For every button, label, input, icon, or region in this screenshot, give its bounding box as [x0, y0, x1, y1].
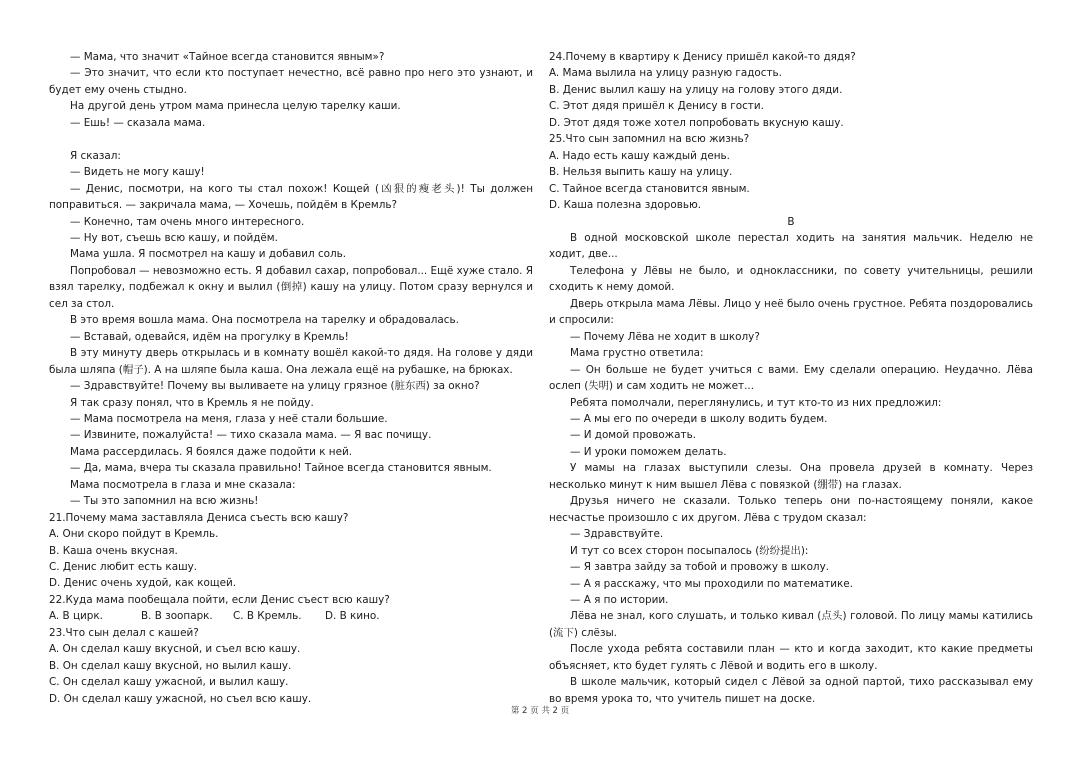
- q25-option-c: C. Тайное всегда становится явным.: [549, 182, 750, 195]
- question-23: 23.Что сын делал с кашей?: [49, 626, 199, 639]
- q24-option-a: A. Мама вылила на улицу разную гадость.: [549, 67, 782, 80]
- blank-line: [49, 131, 533, 147]
- left-column: [49, 49, 533, 707]
- question-24: 24.Почему в квартиру к Денису пришёл какой-то дядя?: [549, 51, 856, 63]
- q23-option-b: B. Он сделал кашу вкусной, но вылил кашу.: [49, 659, 292, 672]
- q21-option-b: B. Каша очень вкусная.: [49, 544, 178, 557]
- story-line: — Мама, что значит «Тайное всегда становится явным»?: [70, 51, 385, 63]
- question-25: 25.Что сын запомнил на всю жизнь?: [549, 133, 750, 146]
- question-22: 22.Куда мама пообещала пойти, если Денис съест всю кашу?: [49, 593, 390, 606]
- story-line: — Денис, посмотри, на кого ты стал похож! Кощей (凶狠的瘦老头)! Ты должен поправиться. — закричала мама, — Хочешь, пойдём в Кремль?: [49, 182, 533, 212]
- q21-option-d: D. Денис очень худой, как кощей.: [49, 577, 237, 590]
- story-line: Я так сразу понял, что в Кремль я не пойду.: [70, 396, 314, 409]
- story-line: В эту минуту дверь открылась и в комнату вошёл какой-то дядя. На голове у дяди была шляпа (帽子). А на шляпе была каша. Она лежала ещё на рубашке, на брюках.: [49, 347, 533, 376]
- section-b-paragraph: — Здравствуйте.: [570, 528, 664, 541]
- q22-option-d: D. В кино.: [325, 610, 380, 623]
- q25-option-d: D. Каша полезна здоровью.: [549, 199, 702, 212]
- story-line: — Ну вот, съешь всю кашу, и пойдём.: [70, 231, 278, 244]
- section-b-paragraph: — Почему Лёва не ходит в школу?: [570, 330, 760, 343]
- story-line: — Конечно, там очень много интересного.: [70, 215, 305, 228]
- q22-options: [49, 608, 533, 624]
- q24-option-b: B. Денис вылил кашу на улицу на голову этого дяди.: [549, 83, 843, 96]
- page-number-footer: 第 2 页 共 2 页: [510, 706, 570, 716]
- section-b-paragraph: И тут со всех сторон посыпалось (纷纷提出):: [570, 544, 809, 557]
- q23-option-c: C. Он сделал кашу ужасной, и вылил кашу.: [49, 676, 289, 689]
- section-b-heading: B: [787, 215, 795, 228]
- q23-option-a: A. Он сделал кашу вкусной, и съел всю кашу.: [49, 643, 301, 656]
- section-b-paragraph: Телефона у Лёвы не было, и одноклассники, по совету учительницы, решили сходить к нему домой.: [549, 264, 1033, 294]
- q22-option-a: A. В цирк.: [49, 610, 103, 623]
- story-line: — Видеть не могу кашу!: [70, 166, 205, 179]
- section-b-paragraph: Ребята помолчали, переглянулись, и тут кто-то из них предложил:: [570, 396, 942, 409]
- q22-option-c: C. В Кремль.: [233, 610, 302, 623]
- story-line: — Извините, пожалуйста! — тихо сказала мама. — Я вас почищу.: [70, 429, 432, 442]
- q24-option-c: C. Этот дядя пришёл к Денису в гости.: [549, 100, 764, 113]
- section-b-paragraph: В одной московской школе перестал ходить на занятия мальчик. Неделю не ходит, две...: [549, 231, 1033, 261]
- section-b-paragraph: — И домой провожать.: [570, 429, 696, 442]
- story-line: На другой день утром мама принесла целую тарелку каши.: [70, 100, 401, 113]
- story-line: — Мама посмотрела на меня, глаза у неё стали большие.: [70, 412, 388, 425]
- section-b-paragraph: Дверь открыла мама Лёвы. Лицо у неё было очень грустное. Ребята поздоровались и спросили:: [549, 297, 1034, 327]
- section-b-paragraph: Мама грустно ответила:: [570, 347, 704, 360]
- story-line: — Это значит, что если кто поступает нечестно, всё равно про него это узнают, и будет ему очень стыдно.: [49, 67, 533, 96]
- story-line: Мама посмотрела в глаза и мне сказала:: [70, 478, 296, 491]
- q24-option-d: D. Этот дядя тоже хотел попробовать вкусную кашу.: [549, 116, 844, 129]
- story-line: Мама ушла. Я посмотрел на кашу и добавил соль.: [70, 248, 347, 261]
- story-line: В это время вошла мама. Она посмотрела на тарелку и обрадовалась.: [70, 314, 459, 327]
- section-b-paragraph: После ухода ребята составили план — кто и когда заходит, кто какие предметы объясняет, кто будет гулять с Лёвой и водить его в школу.: [549, 643, 1033, 672]
- section-b-paragraph: — Он больше не будет учиться с вами. Ему сделали операцию. Неудачно. Лёва ослеп (失明) и сам ходить не может...: [549, 363, 1033, 393]
- story-line: Попробовал — невозможно есть. Я добавил сахар, попробовал... Ещё хуже стало. Я взял тарелку, подбежал к окну и вылил (倒掉) кашу на улицу. Потом сразу вернулся и сел за стол.: [49, 264, 533, 310]
- section-b-paragraph: — А я расскажу, что мы проходили по математике.: [570, 577, 853, 590]
- section-b-paragraph: — А я по истории.: [570, 593, 669, 606]
- q22-option-b: B. В зоопарк.: [141, 610, 213, 623]
- story-line: — Вставай, одевайся, идём на прогулку в Кремль!: [70, 330, 349, 343]
- section-b-paragraph: У мамы на глазах выступили слезы. Она провела друзей в комнату. Через несколько минут к ним вышел Лёва с повязкой (绷带) на глазах.: [549, 462, 1033, 491]
- section-b-paragraph: — Я завтра зайду за тобой и провожу в школу.: [570, 561, 830, 574]
- story-line: Я сказал:: [70, 149, 121, 162]
- q23-option-d: D. Он сделал кашу ужасной, но съел всю кашу.: [49, 692, 312, 705]
- section-b-paragraph: — И уроки поможем делать.: [570, 445, 727, 458]
- section-b-paragraph: Лёва не знал, кого слушать, и только кивал (点头) головой. По лицу мамы катились (流下) слёзы.: [549, 610, 1033, 639]
- story-line: — Ты это запомнил на всю жизнь!: [70, 495, 259, 508]
- section-b-paragraph: Друзья ничего не сказали. Только теперь они по-настоящему поняли, какое несчастье произошло с их другом. Лёва с трудом сказал:: [549, 495, 1033, 524]
- q25-option-b: B. Нельзя выпить кашу на улицу.: [549, 166, 733, 179]
- q21-option-a: A. Они скоро пойдут в Кремль.: [49, 528, 219, 541]
- q25-option-a: A. Надо есть кашу каждый день.: [549, 149, 730, 162]
- question-21: 21.Почему мама заставляла Дениса съесть всю кашу?: [49, 511, 349, 524]
- story-line: Мама рассердилась. Я боялся даже подойти к ней.: [70, 445, 353, 458]
- story-line: — Здравствуйте! Почему вы выливаете на улицу грязное (脏东西) за окно?: [70, 380, 480, 393]
- section-b-paragraph: — А мы его по очереди в школу водить будем.: [570, 412, 828, 425]
- story-line: — Да, мама, вчера ты сказала правильно! Тайное всегда становится явным.: [70, 462, 492, 475]
- story-line: — Ешь! — сказала мама.: [70, 116, 206, 129]
- section-b-paragraph: В школе мальчик, который сидел с Лёвой за одной партой, тихо рассказывал ему во время урока то, что учитель пишет на доске.: [549, 676, 1033, 705]
- right-column: [549, 49, 1033, 707]
- q21-option-c: C. Денис любит есть кашу.: [49, 561, 198, 574]
